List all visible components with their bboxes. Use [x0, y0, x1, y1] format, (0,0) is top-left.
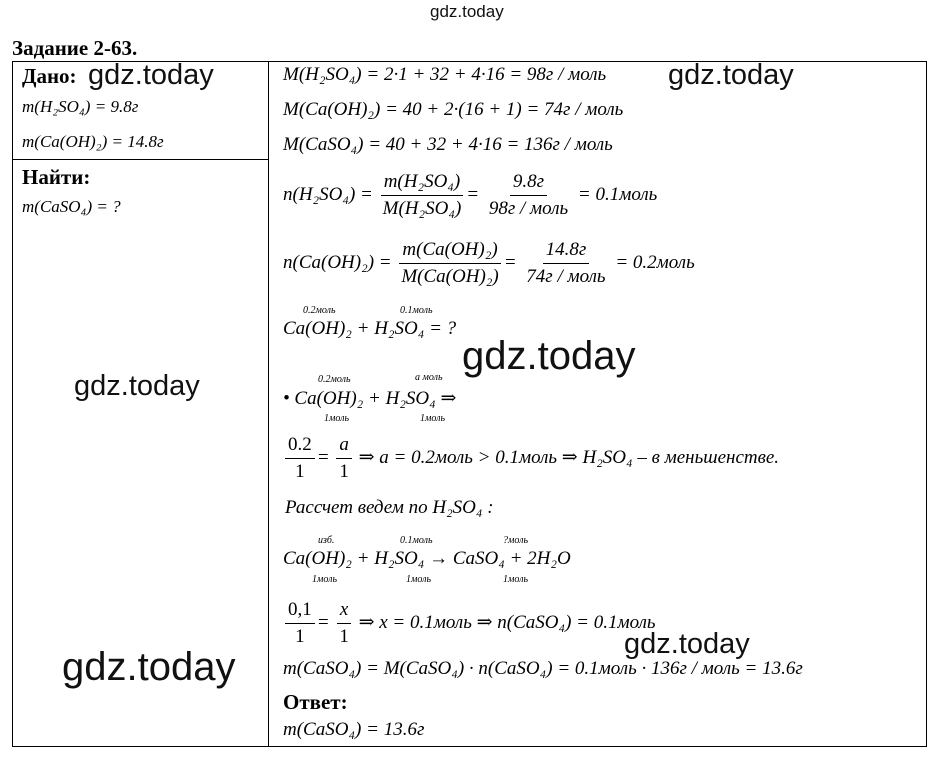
reaction3-below-2: 1моль [406, 574, 432, 585]
molar-mass-h2so4: M(H₂SO₄) = 2·1 + 32 + 4·16 = 98г / моль [283, 64, 607, 85]
table-divider-vertical [268, 61, 269, 747]
frac-numerator: a [336, 432, 352, 459]
find-header: Найти: [22, 165, 91, 189]
watermark-center: gdz.today [462, 334, 636, 378]
moles-caoh2-result: = 0.2моль [615, 251, 695, 273]
frac-numerator: m(Ca(OH)₂) [399, 237, 500, 264]
frac-numerator: 9.8г [510, 169, 547, 196]
watermark-left-bottom: gdz.today [62, 645, 236, 689]
ratio2-equation: $\frac{0,1}{1}$ = $\frac{x}{1}$ ⇒ x = 0.1моль ⇒ n(CaSO₄) = 0.1моль [283, 597, 656, 650]
frac-denominator: 1 [339, 461, 349, 482]
reaction3-above-3: ?моль [503, 535, 529, 546]
answer-value: m(CaSO₄) = 13.6г [283, 719, 425, 740]
moles-h2so4-fraction-1 [380, 169, 465, 222]
reaction2-above-left: 0.2моль [318, 374, 351, 385]
moles-caoh2-fraction-2 [523, 237, 608, 290]
frac-denominator: 74г / моль [526, 266, 606, 287]
reaction3-below-1: 1моль [312, 574, 338, 585]
reaction2: • Ca(OH)₂ + H₂SO₄ ⇒ [283, 388, 457, 409]
moles-h2so4-fraction-2 [486, 169, 571, 222]
ratio1-fraction-1 [285, 432, 315, 485]
reaction2-below-right: 1моль [420, 413, 446, 424]
ratio1-rest: ⇒ a = 0.2моль > 0.1моль ⇒ H₂SO₄ – в меньшенстве. [358, 446, 780, 468]
frac-numerator: m(H₂SO₄) [381, 169, 464, 196]
watermark-dano: gdz.today [88, 59, 214, 91]
moles-caoh2-equation: n(Ca(OH)₂) = $\frac{\text{m(Ca(OH)₂)}}{\text{M(Ca(OH)₂)}}$ = $\frac{14.8г}{\text{74г / моль}}$ = 0.2моль [283, 237, 695, 290]
reaction2-below-left: 1моль [324, 413, 350, 424]
reaction2-above-right: a моль [415, 372, 443, 383]
frac-denominator: 1 [339, 626, 349, 647]
answer-header: Ответ: [283, 690, 348, 714]
ratio1-equation: $\frac{0.2}{1}$ = $\frac{a}{1}$ ⇒ a = 0.2моль > 0.1моль ⇒ H₂SO₄ – в меньшенстве. [283, 432, 779, 485]
given-header: Дано: [22, 64, 77, 88]
frac-denominator: 98г / моль [488, 198, 569, 219]
watermark-left-mid: gdz.today [74, 370, 200, 402]
reaction1: Ca(OH)₂ + H₂SO₄ = ? [283, 318, 457, 339]
molar-mass-caoh2: M(Ca(OH)₂) = 40 + 2·(16 + 1) = 74г / моль [283, 99, 624, 120]
watermark-top: gdz.today [430, 2, 504, 21]
frac-denominator: 1 [295, 626, 305, 647]
ratio2-fraction-1 [285, 597, 315, 650]
molar-mass-caso4: M(CaSO₄) = 40 + 32 + 4·16 = 136г / моль [283, 134, 613, 155]
mass-calculation: m(CaSO₄) = M(CaSO₄) · n(CaSO₄) = 0.1моль · 136г / моль = 13.6г [283, 658, 803, 679]
ratio2-fraction-2 [336, 597, 352, 650]
watermark-right-bottom: gdz.today [624, 628, 750, 660]
moles-h2so4-result: = 0.1моль [577, 183, 658, 205]
frac-numerator: 14.8г [543, 237, 590, 264]
moles-h2so4-equation: n(H₂SO₄) = $\frac{\text{m(H₂SO₄)}}{\text{M(H₂SO₄)}}$ = $\frac{9.8г}{\text{98г / моль}}$ = 0.1моль [283, 169, 657, 222]
frac-numerator: x [337, 597, 351, 624]
task-title: Задание 2-63. [12, 36, 138, 60]
moles-h2so4-left: n(H₂SO₄) = [283, 183, 373, 205]
moles-caoh2-fraction-1 [398, 237, 501, 290]
frac-numerator: 0,1 [285, 597, 315, 624]
moles-caoh2-left: n(Ca(OH)₂) = [283, 251, 392, 273]
reaction1-above-right: 0.1моль [400, 305, 433, 316]
reaction3-above-1: изб. [318, 535, 335, 546]
calculation-note: Рассчет ведем по H₂SO₄ : [285, 497, 494, 518]
given-line-2: m(Ca(OH)₂) = 14.8г [22, 132, 164, 151]
ratio2-rest: ⇒ x = 0.1моль ⇒ n(CaSO₄) = 0.1моль [358, 611, 656, 633]
frac-denominator: M(Ca(OH)₂) [401, 266, 499, 287]
reaction3-below-3: 1моль [503, 574, 529, 585]
reaction3-above-2: 0.1моль [400, 535, 433, 546]
table-divider-horizontal [12, 159, 269, 160]
frac-numerator: 0.2 [285, 432, 315, 459]
given-line-1: m(H₂SO₄) = 9.8г [22, 97, 139, 116]
reaction1-above-left: 0.2моль [303, 305, 336, 316]
find-line: m(CaSO₄) = ? [22, 197, 121, 216]
frac-denominator: M(H₂SO₄) [382, 198, 462, 219]
frac-denominator: 1 [295, 461, 305, 482]
ratio1-fraction-2 [336, 432, 352, 485]
watermark-row1: gdz.today [668, 59, 794, 91]
reaction3: Ca(OH)₂ + H₂SO₄ → CaSO₄ + 2H₂O [283, 548, 571, 569]
